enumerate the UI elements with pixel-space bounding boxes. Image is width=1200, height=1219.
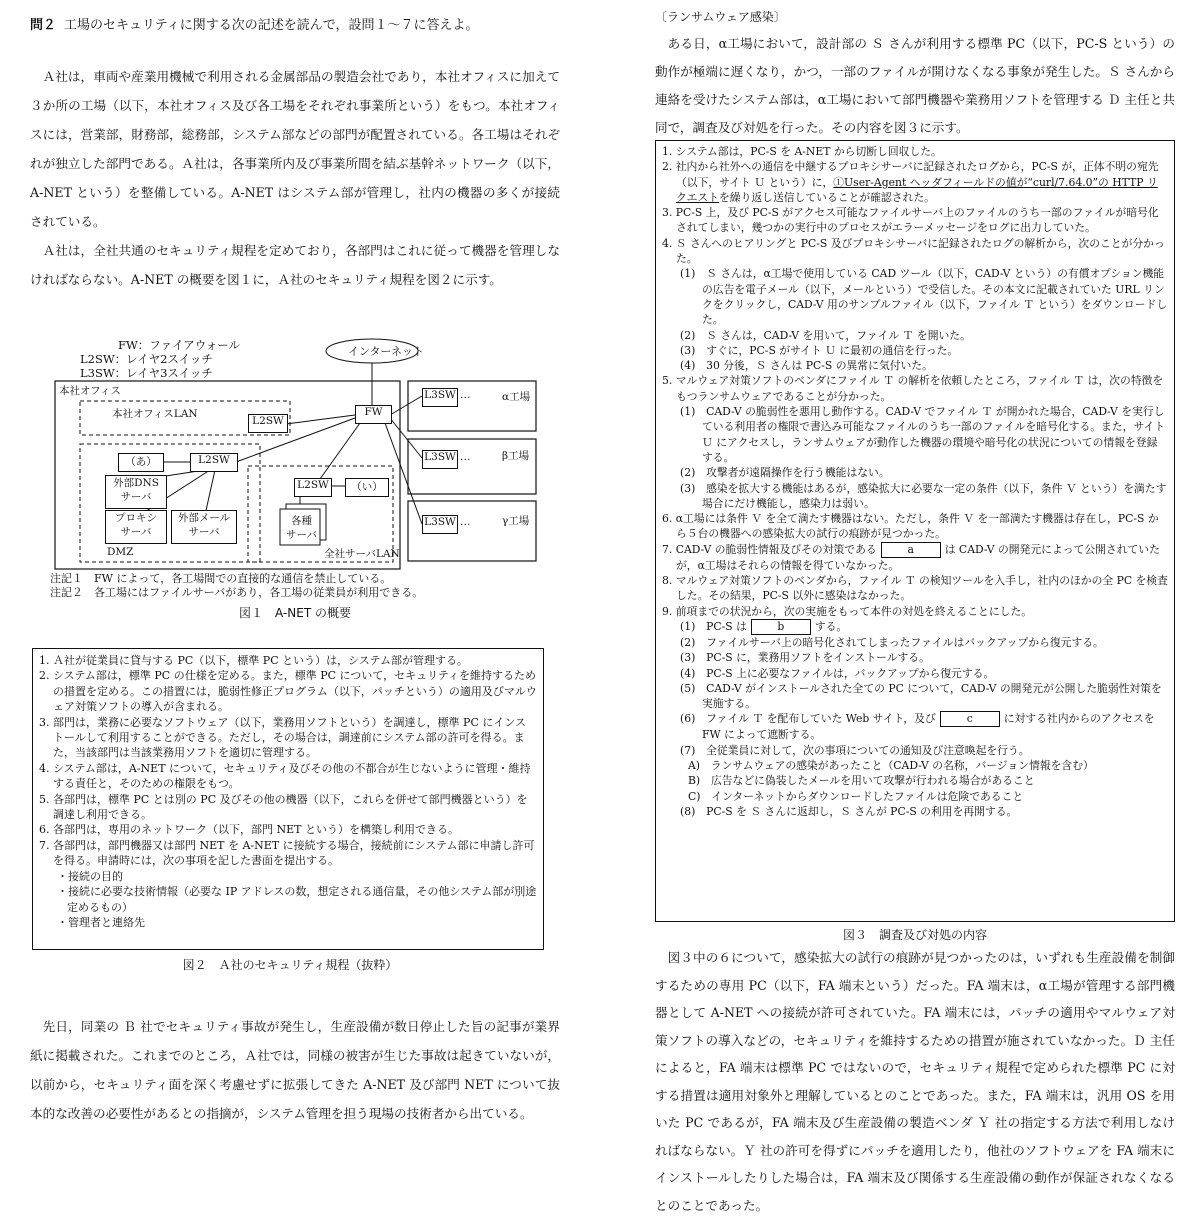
investigation-item-7 bbox=[662, 542, 1168, 573]
factory-beta-label: β工場 bbox=[502, 450, 530, 462]
proxy-server: プロキシ サーバ bbox=[105, 510, 167, 544]
figure-1-notes bbox=[50, 572, 423, 600]
figure-3-caption: 図３ 調査及び対処の内容 bbox=[842, 928, 987, 942]
intro-paragraph: Ａ社は，全社共通のセキュリティ規程を定めており，各部門はこれに従って機器を管理しなければならない。A-NET の概要を図１に，Ａ社のセキュリティ規程を図２に示す。 bbox=[30, 243, 560, 287]
action-item: (3) PC-S に，業務用ソフトをインストールする。 bbox=[680, 651, 930, 665]
rule-subitem: ・接続の目的 bbox=[57, 869, 123, 883]
ransomware-intro bbox=[655, 30, 1175, 142]
blank-a[interactable]: a bbox=[881, 542, 941, 558]
investigation-subitem: (2) Ｓ さんは，CAD-V を用いて，ファイル Ｔ を開いた。 bbox=[680, 328, 971, 342]
factory-gamma-l3sw: L3SW bbox=[422, 515, 458, 534]
action-item-1 bbox=[662, 619, 1168, 635]
figure-1-legend bbox=[80, 338, 240, 380]
investigation-item: 4. Ｓ さんへのヒアリングと PC-S 及びプロキシサーバに記録されたログの解析から，次のことが分かった。 bbox=[662, 236, 1165, 266]
notice-item: B) 広告などに偽装したメールを用いて攻撃が行われる場合があること bbox=[688, 774, 1035, 788]
servers-label: 各種 サーバ bbox=[286, 515, 317, 541]
investigation-item: 8. マルウェア対策ソフトのベンダから，ファイル Ｔ の検知ツールを入手し，社内のほかの全 PC を検査した。その結果，PC-S 以外に感染はなかった。 bbox=[662, 574, 1168, 603]
closing-paragraph: 先日，同業の Ｂ 社でセキュリティ事故が発生し，生産設備が数日停止した旨の記事が業界紙に掲載された。これまでのところ，Ａ社では，同様の被害が生じた事故は起きていないが，以前から，セキュリティ面を深く考慮せずに拡張してきた A-NET 及び部門 NET について抜本的な改善の必要性があるとの指摘が，システム管理を担う現場の技術者から出ている。 bbox=[30, 1019, 560, 1121]
item-text: は CAD-V の開発元によって公開されていたが，α工場はそれらの情報を得ていなかった。 bbox=[676, 542, 1160, 572]
investigation-subitem: (3) 感染を拡大する機能はあるが，感染拡大に必要な一定の条件（以下，条件 Ｖ という）を満たす場合にだけ機能し，感染力は弱い。 bbox=[680, 481, 1167, 510]
question-instruction: 工場のセキュリティに関する次の記述を読んで，設問１〜７に答えよ。 bbox=[64, 18, 479, 33]
item-text: に対する社内からのアクセスを FW によって遮断する。 bbox=[702, 712, 1155, 742]
legend-item: L3SW：レイヤ3スイッチ bbox=[80, 366, 213, 380]
investigation-item: 9. 前項までの状況から，次の実施をもって本件の対処を終えることにした。 bbox=[662, 604, 1033, 618]
underlined-clue-1: ①User-Agent ヘッダフィールドの値が“curl/7.64.0”の HTTP リクエスト bbox=[676, 175, 1158, 204]
factory-beta-dots: … bbox=[460, 451, 471, 463]
hq-label: 本社オフィス bbox=[59, 385, 121, 397]
fw-node: FW bbox=[355, 405, 392, 424]
dmz-label: DMZ bbox=[107, 546, 134, 558]
external-dns-server: 外部DNS サーバ bbox=[105, 475, 167, 509]
investigation-item: 5. マルウェア対策ソフトのベンダにファイル Ｔ の解析を依頼したところ，ファイル Ｔ は，次の特徴をもつランサムウェアであることが分かった。 bbox=[662, 374, 1164, 403]
investigation-item: 6. α工場には条件 Ｖ を全て満たす機器はない。ただし，条件 Ｖ を一部満たす機器は存在し，PC-S から５台の機器への感染拡大の試行の痕跡が見つかった。 bbox=[662, 512, 1159, 541]
server-lan-unknown-i: （い） bbox=[345, 478, 389, 497]
investigation-subitem: (4) 30 分後，Ｓ さんは PC-S の異常に気付いた。 bbox=[680, 359, 933, 373]
section-heading: 〔ランサムウェア感染〕 bbox=[655, 10, 786, 24]
rule-item: 2. システム部は，標準 PC の仕様を定める。また，標準 PC について，セキュリティを維持するための措置を定める。この措置には，脆弱性修正プログラム（以下，パッチという）の適用及びマルウェア対策ソフトの導入が含まれる。 bbox=[39, 669, 537, 714]
internet-label: インターネット bbox=[348, 345, 425, 358]
investigation-item-2 bbox=[662, 159, 1168, 205]
action-item: (5) CAD-V がインストールされた全ての PC について，CAD-V の開発元が公開した脆弱性対策を実施する。 bbox=[680, 681, 1162, 711]
factory-alpha-l3sw: L3SW bbox=[422, 388, 458, 407]
blank-b[interactable]: b bbox=[751, 619, 811, 635]
dmz-unknown-a: （あ） bbox=[118, 453, 164, 472]
item-text: する。 bbox=[814, 619, 848, 633]
action-item-6 bbox=[662, 711, 1168, 742]
item-text: 7. CAD-V の脆弱性情報及びその対策である bbox=[662, 542, 877, 556]
rule-item: 6. 各部門は，専用のネットワーク（以下，部門 NET という）を構築し利用できる。 bbox=[39, 823, 459, 837]
factory-alpha-label: α工場 bbox=[502, 391, 531, 403]
figure-1-caption: 図１ A-NET の概要 bbox=[239, 606, 351, 620]
factory-alpha-dots: … bbox=[460, 389, 471, 401]
closing-text-right bbox=[655, 944, 1175, 1219]
intro-paragraph: ある日，α工場において，設計部の Ｓ さんが利用する標準 PC（以下，PC-S という）の動作が極端に遅くなり，かつ，一部のファイルが開けなくなる事象が発生した。Ｓ さんから連絡を受けたシステム部は，α工場において部門機器や業務用ソフトを管理する Ｄ 主任と共同で，調査及び対処を行った。その内容を図３に示す。 bbox=[655, 36, 1175, 135]
action-item: (4) PC-S 上に必要なファイルは，バックアップから復元する。 bbox=[680, 666, 995, 680]
rule-item: 4. システム部は，A-NET について，セキュリティ及びその他の不都合が生じないように管理・維持する責任と，そのための権限をもつ。 bbox=[39, 761, 531, 791]
intro-paragraph: Ａ社は，車両や産業用機械で利用される金属部品の製造会社であり，本社オフィスに加えて３か所の工場（以下，本社オフィス及び各工場をそれぞれ事業所という）をもつ。本社オフィスには，営業部，財務部，総務部，システム部などの部門が配置されている。各工場はそれぞれが独立した部門である。Ａ社は，各事業所内及び事業所間を結ぶ基幹ネットワーク（以下，A-NET という）を整備している。A-NET はシステム部が管理し，社内の機器の多くが接続されている。 bbox=[30, 69, 560, 229]
item-text: を繰り返し送信していることが確認された。 bbox=[718, 190, 935, 204]
closing-paragraph: 図３中の６について，感染拡大の試行の痕跡が見つかったのは，いずれも生産設備を制御するための専用 PC（以下，FA 端末という）だった。FA 端末は，α工場が管理する部門機器として A-NET への接続が許可されていた。FA 端末には，パッチの適用やマルウェア対策ソフトの導入などの，セキュリティを維持するための措置が施されていなかった。Ｄ 主任によると，FA 端末は標準 PC ではないので，セキュリティ規程で定められた標準 PC に対する措置は適用対象外と理解しているとのことであった。また，FA 端末は，汎用 OS を用いた PC であるが，FA 端末及び生産設備の製造ベンダ Ｙ 社の指定する方法で利用しなければならない。Ｙ 社の許可を得ずにパッチを適用したり，他社のソフトウェアを FA 端末にインストールしたりした場合は，FA 端末及び関係する生産設備の動作が保証されなくなるとのことであった。 bbox=[655, 950, 1175, 1213]
notice-item: C) インターネットからダウンロードしたファイルは危険であること bbox=[688, 789, 1024, 803]
factory-gamma-label: γ工場 bbox=[502, 515, 530, 527]
rule-item: 1. Ａ社が従業員に貸与する PC（以下，標準 PC という）は，システム部が管理する。 bbox=[39, 654, 469, 667]
intro-text bbox=[30, 62, 560, 294]
external-mail-server: 外部メール サーバ bbox=[171, 510, 237, 544]
action-item: (8) PC-S を Ｓ さんに返却し，Ｓ さんが PC-S の利用を再開する。 bbox=[680, 804, 1018, 818]
item-text: (1) PC-S は bbox=[680, 619, 747, 633]
investigation-subitem: (2) 攻撃者が遠隔操作を行う機能はない。 bbox=[680, 466, 890, 480]
legend-item: FW：ファイアウォール bbox=[118, 338, 241, 352]
factory-gamma-dots: … bbox=[460, 516, 471, 528]
factory-beta-l3sw: L3SW bbox=[422, 450, 458, 469]
rule-item: 3. 部門は，業務に必要なソフトウェア（以下，業務用ソフトという）を調達し，標準 PC にインストールして利用することができる。ただし，その場合は，調達前にシステム部の許可を得る。また，当該部門は当該業務用ソフトを適切に管理する。 bbox=[39, 715, 527, 760]
rule-item: 5. 各部門は，標準 PC とは別の PC 及びその他の機器（以下，これらを併せて部門機器という）を調達し利用できる。 bbox=[39, 792, 528, 822]
figure-2-rules-box bbox=[32, 648, 544, 950]
hq-l2sw: L2SW bbox=[248, 414, 288, 433]
legend-item: L2SW：レイヤ2スイッチ bbox=[80, 352, 213, 366]
closing-text-left bbox=[30, 1012, 560, 1128]
investigation-subitem: (3) すぐに，PC-S がサイト Ｕ に最初の通信を行った。 bbox=[680, 343, 959, 357]
notice-item: A) ランサムウェアの感染があったこと（CAD-V の名称，バージョン情報を含む） bbox=[688, 758, 1094, 772]
figure-3-investigation-box bbox=[655, 140, 1175, 922]
rule-item: 7. 各部門は，部門機器又は部門 NET を A-NET に接続する場合，接続前にシステム部に申請し許可を得る。申請時には，次の事項を記した書面を提出する。 bbox=[39, 838, 535, 868]
action-item: (7) 全従業員に対して，次の事項についての通知及び注意喚起を行う。 bbox=[680, 743, 1030, 757]
blank-c[interactable]: c bbox=[940, 711, 1000, 727]
question-number: 問２ bbox=[30, 18, 57, 33]
figure-note: 注記１ FW によって，各工場間での直接的な通信を禁止している。 bbox=[50, 572, 392, 585]
server-lan-l2sw: L2SW bbox=[294, 478, 332, 497]
investigation-item: 3. PC-S 上，及び PC-S がアクセス可能なファイルサーバ上のファイルのうち一部のファイルが暗号化されてしまい，幾つかの実行中のプロセスがエラーメッセージをログに出力していた。 bbox=[662, 206, 1159, 235]
hq-lan-label: 本社オフィスLAN bbox=[112, 408, 198, 420]
item-text: 2. 社内から社外への通信を中継するプロキシサーバに記録されたログから，PC-S が，正体不明の宛先（以下，サイト Ｕ という）に， bbox=[662, 160, 1159, 189]
investigation-item: 1. システム部は，PC-S を A-NET から切断し回収した。 bbox=[662, 145, 942, 158]
investigation-subitem: (1) Ｓ さんは，α工場で使用している CAD ツール（以下，CAD-V という）の有償オプション機能の広告を電子メール（以下，メールという）で受信した。その本文に記載されていた URL リンクをクリックし，CAD-V 用のサンプルファイル（以下，ファイル Ｔ という）をダウンロードした。 bbox=[680, 267, 1168, 327]
rule-subitem: ・管理者と連絡先 bbox=[57, 915, 145, 929]
figure-1-network-diagram bbox=[50, 338, 540, 628]
action-item: (2) ファイルサーバ上の暗号化されてしまったファイルはバックアップから復元する。 bbox=[680, 635, 1104, 649]
item-text: (6) ファイル Ｔ を配布していた Web サイト，及び bbox=[680, 712, 936, 726]
figure-note: 注記２ 各工場にはファイルサーバがあり，各工場の従業員が利用できる。 bbox=[50, 586, 424, 599]
dmz-l2sw: L2SW bbox=[190, 453, 238, 472]
server-lan-label: 全社サーバLAN bbox=[324, 548, 400, 560]
figure-2-caption: 図２ Ａ社のセキュリティ規程（抜粋） bbox=[182, 958, 398, 972]
rule-subitem: ・接続に必要な技術情報（必要な IP アドレスの数，想定される通信量，その他システム部が別途定めるもの） bbox=[57, 885, 537, 914]
question-header bbox=[30, 14, 478, 33]
investigation-subitem: (1) CAD-V の脆弱性を悪用し動作する。CAD-V でファイル Ｔ が開かれた場合，CAD-V を実行している利用者の権限で書込み可能なファイルのうち一部のファイルを暗号化する。また，サイト Ｕ にアクセスし，ランサムウェアが動作した機器の環境や暗号化の状況についての情報を登録する。 bbox=[680, 405, 1166, 464]
